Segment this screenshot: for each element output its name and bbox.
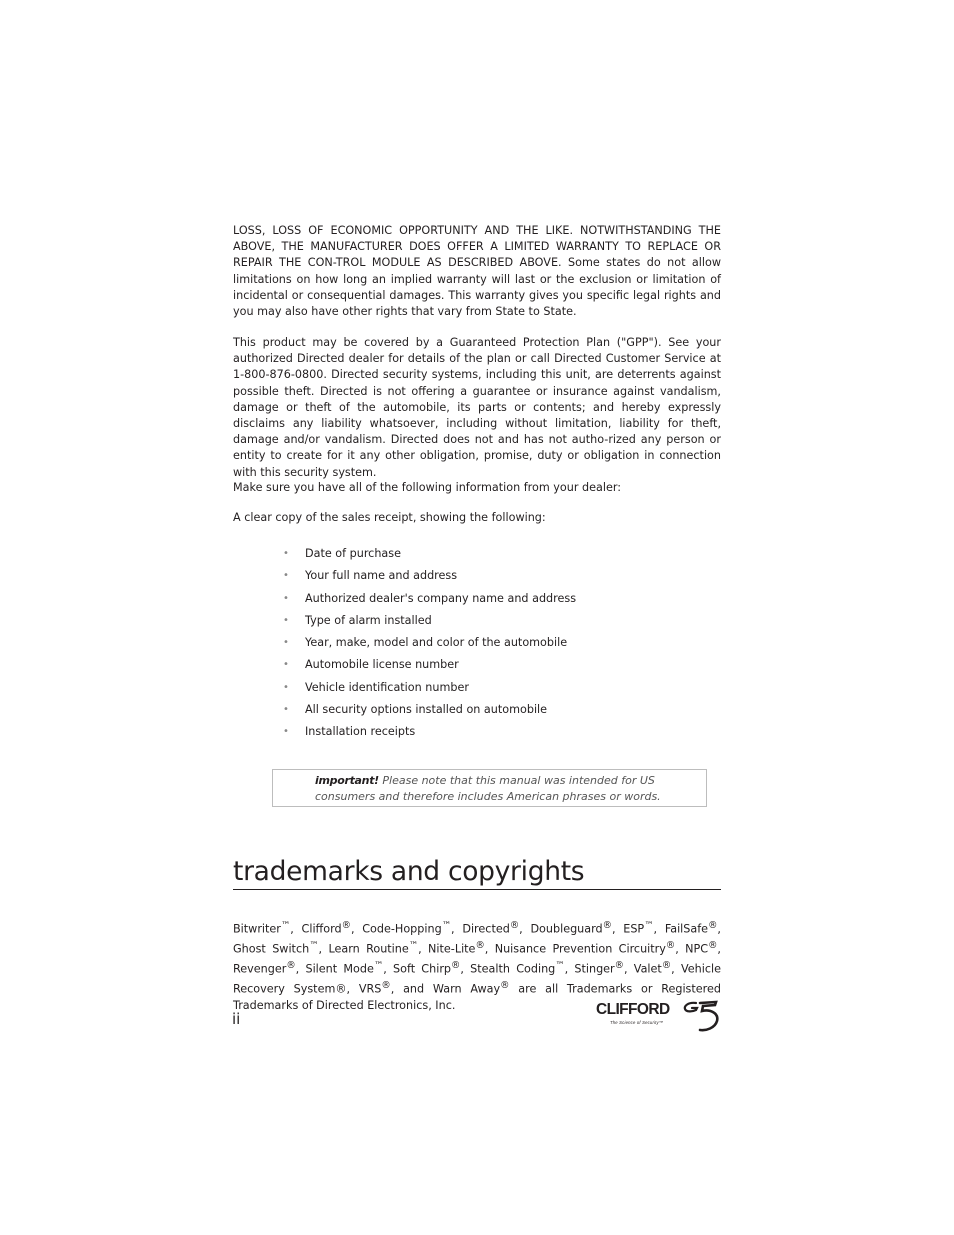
bullet-icon: •: [283, 592, 289, 604]
list-item: [283, 701, 576, 723]
brand-tagline: The Science of Security™: [610, 1020, 664, 1025]
list-item-text: Your full name and address: [305, 569, 458, 583]
g5-logo-icon: [682, 999, 722, 1033]
list-item: [283, 612, 576, 634]
list-item: [283, 723, 576, 745]
important-note-text: [315, 773, 695, 805]
list-item-text: Installation receipts: [305, 725, 416, 739]
list-item: [283, 679, 576, 701]
warranty-paragraph: LOSS, LOSS OF ECONOMIC OPPORTUNITY AND THE LIKE. NOTWITHSTANDING THE ABOVE, THE MANUFACTURER DOES OFFER A LIMITED WARRANTY TO REPLACE OR REPAIR THE CON-TROL MODULE AS DESCRIBED ABOVE. Some states do not allow limitations on how long an implied warranty will last or the exclusion or limitation of incidental or consequential damages. This warranty gives you specific legal rights and you may also have other rights that vary from State to State.: [233, 224, 721, 319]
list-item: [283, 634, 576, 656]
list-item: [283, 656, 576, 678]
bullet-icon: •: [283, 681, 289, 693]
list-item-text: Automobile license number: [305, 658, 459, 672]
list-item: [283, 545, 576, 567]
clifford-g5-logo: [596, 999, 726, 1033]
list-item: [283, 567, 576, 589]
dealer-info-paragraph: Make sure you have all of the following information from your dealer:: [233, 481, 622, 494]
important-note-box: [272, 769, 707, 807]
receipt-paragraph: A clear copy of the sales receipt, showing the following:: [233, 511, 546, 524]
section-heading: trademarks and copyrights: [233, 855, 721, 890]
bullet-icon: •: [283, 548, 289, 559]
brand-wordmark: CLIFFORD: [596, 1001, 670, 1018]
list-item-text: Date of purchase: [305, 547, 401, 560]
page-number: ii: [232, 1010, 241, 1028]
list-item: [283, 590, 576, 612]
gpp-paragraph: This product may be covered by a Guaranteed Protection Plan ("GPP"). See your authorized Directed dealer for details of the plan or call Directed Customer Service at 1-800-876-0800. Directed security systems, including this unit, are deterrents against possible theft. Directed is not offering a guarantee or insurance against vandalism, damage or theft of the automobile, its parts or contents; and hereby expressly disclaims any liability whatsoever, including without limitation, liability for theft, damage and/or vandalism. Directed does not and has not autho-rized any person or entity to create for it any other obligation, promise, duty or obligation in connection with this security system.: [233, 336, 721, 479]
note-body: Please note that this manual was intended for US consumers and therefore includes American phrases or words.: [315, 774, 661, 803]
bullet-icon: •: [283, 726, 289, 738]
list-item-text: Authorized dealer's company name and address: [305, 591, 577, 605]
bullet-icon: •: [283, 704, 289, 716]
receipt-requirements-list: [283, 545, 576, 746]
list-item-text: Type of alarm installed: [305, 613, 432, 627]
list-item-text: Year, make, model and color of the automobile: [305, 636, 568, 650]
bullet-icon: •: [283, 570, 289, 582]
list-item-text: Vehicle identification number: [305, 680, 469, 694]
list-item-text: All security options installed on automobile: [305, 703, 548, 717]
bullet-icon: •: [283, 659, 289, 671]
important-label: important!: [315, 774, 379, 787]
trademarks-paragraph: Bitwriter™, Clifford®, Code-Hopping™, Directed®, Doubleguard®, ESP™, FailSafe®, Ghost Switch™, Learn Routine™, Nite-Lite®, Nuisance Prevention Circuitry®, NPC®, Revenger®, Silent Mode™, Soft Chirp®, Stealth Coding™, Stinger®, Valet®, Vehicle Recovery System®, VRS®, and Warn Away® are all Trademarks or Registered Trademarks of Directed Electronics, Inc.: [233, 920, 721, 1012]
bullet-icon: •: [283, 614, 289, 626]
bullet-icon: •: [283, 637, 289, 649]
